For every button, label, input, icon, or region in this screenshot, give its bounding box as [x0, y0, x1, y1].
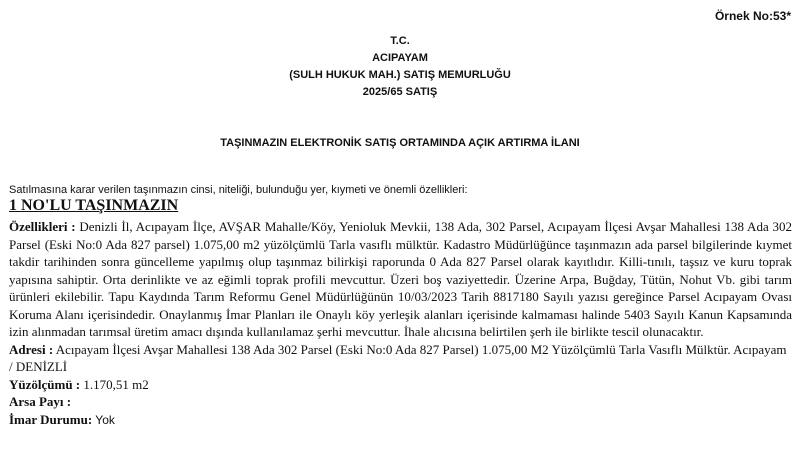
parcel-heading: 1 NO'LU TAŞINMAZIN [9, 197, 179, 214]
ozellikleri-value: Denizli İl, Acıpayam İlçe, AVŞAR Mahalle/Köy, Yenioluk Mevkii, 138 Ada, 302 Parsel, Acıpayam İlçesi Avşar Mahallesi 138 Ada 302 Parsel (Eski No:0 Ada 827 parsel) 1.075,00 m2 yüzölçümlü Tarla vasıflı mülktür. Kadastro Müdürlüğünce taşınmazın ada parsel bilgilerinde kıymet takdir tarihinden sonra güncelleme yapılmış olup taşınmaz bilirkişi raporunda 0 Ada 827 Parsel olarak kayıtlıdır. Killi-tınılı, taşsız ve kuru toprak yapısına sahiptir. Orta derinlikte ve az eğimli toprak profili mevcuttur. Üzeri boş vaziyettedir. Üzerine Arpa, Buğday, Tütün, Nohut Vb. gibi tarım ürünleri ekilebilir. Tapu Kaydında Tarım Reformu Genel Müdürlüğünün 10/03/2023 Tarih 8817180 Sayılı yazısı gereğince Parsel Acıpayam Ovası Koruma Alanı içerisindedir. Onaylanmış İmar Planları ile Onaylı köy yerleşik alanları içerisinde kalmaması halinde 5403 Sayılı Kanun Kapsamında izin alınmadan tarımsal üretim amacı dışında kullanılamaz şerhi mevcuttur. İhale alıcısına belirtilen şerh ile birlikte tescil olunacaktır. [9, 219, 792, 339]
adres-label: Adresi : [9, 341, 54, 357]
yuzolcumu-paragraph [9, 376, 792, 394]
ozellikleri-paragraph [9, 218, 792, 341]
ozellikleri-label: Özellikleri : [9, 219, 76, 234]
adres-value: Acıpayam İlçesi Avşar Mahallesi 138 Ada 302 Parsel (Eski No:0 Ada 827 Parsel) 1.075,00 M2 Yüzölçümlü Tarla Vasıflı Mülktür. Acıpayam / DENİZLİ [9, 341, 787, 374]
property-details [9, 218, 792, 429]
sample-number: Örnek No:53* [714, 9, 791, 23]
imar-value: Yok [92, 412, 115, 427]
arsa-payi-paragraph [9, 393, 792, 411]
adres-paragraph [9, 341, 792, 376]
header-line-office: (SULH HUKUK MAH.) SATIŞ MEMURLUĞU [289, 69, 511, 81]
yuzolcumu-value: 1.170,51 m2 [80, 376, 149, 392]
yuzolcumu-label: Yüzölçümü : [9, 376, 81, 392]
imar-label: İmar Durumu: [9, 411, 93, 427]
header-line-city: ACIPAYAM [372, 52, 428, 64]
header-line-tc: T.C. [390, 35, 410, 47]
intro-text: Satılmasına karar verilen taşınmazın cinsi, niteliği, bulunduğu yer, kıymeti ve önemli özellikleri: [9, 184, 468, 196]
imar-paragraph [9, 411, 792, 430]
header-line-file: 2025/65 SATIŞ [362, 86, 438, 98]
office-header [0, 33, 800, 101]
arsa-payi-label: Arsa Payı : [9, 394, 72, 409]
document-title: TAŞINMAZIN ELEKTRONİK SATIŞ ORTAMINDA AÇIK ARTIRMA İLANI [220, 137, 580, 149]
